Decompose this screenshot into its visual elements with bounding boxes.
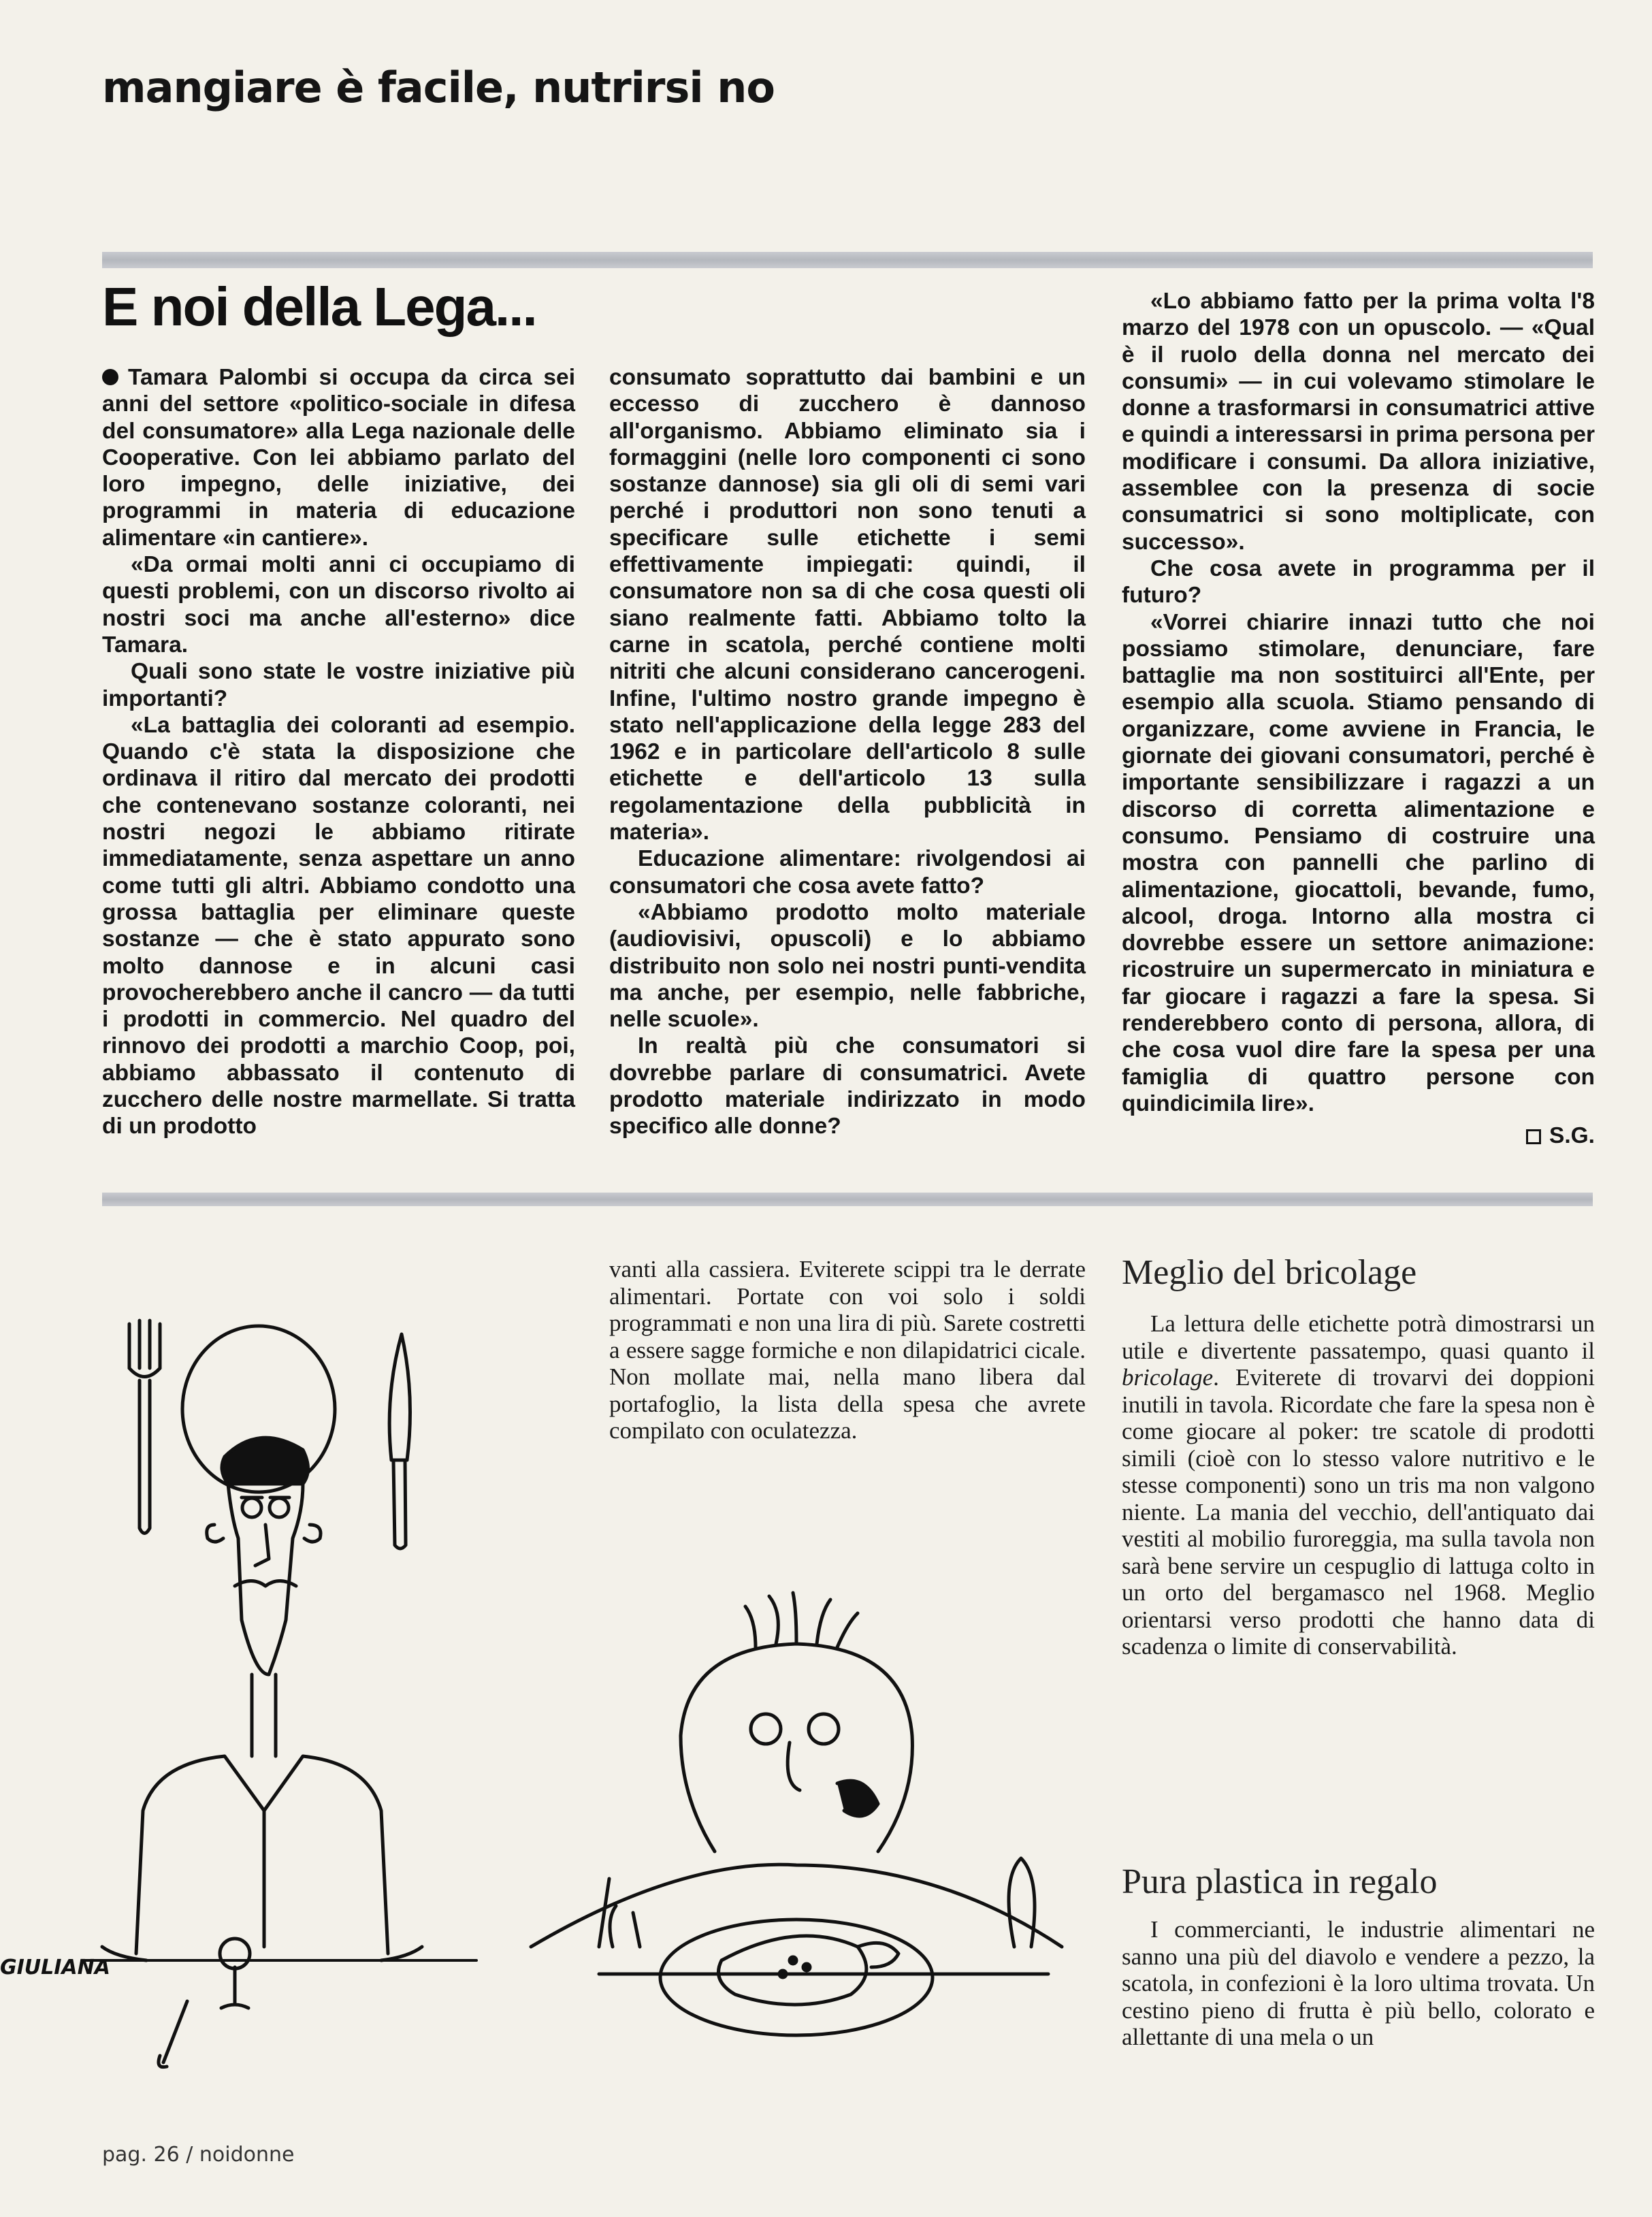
article-column-3 [1122,288,1595,1150]
article-paragraph: Tamara Palombi si occupa da circa sei anni del settore «politico-sociale in difesa del consumatore» alla Lega nazionale delle Cooperative. Con lei abbiamo parlato del loro impegno, delle iniziative, dei programmi in materia di educazione alimentare «in cantiere». [102,365,575,551]
round-man-figure [531,1593,1062,2035]
bullet-icon [102,369,118,385]
sidebar-paragraph: vanti alla cassiera. Eviterete scippi tra le derrate alimentari. Portate con voi solo i soldi programmati e non una lira di più. Sarete costretti a essere sagge formiche e non dilapidatrici cicale. Non mollate mai, nella mano libera dal portafoglio, la lista della spesa che avrete compilato con oculatezza. [609,1256,1086,1444]
bottom-divider [102,1193,1593,1206]
box2-text [1122,1916,1595,2051]
interview-question: Educazione alimentare: rivolgendosi ai consumatori che cosa avete fatto? [609,846,1086,899]
fork-icon [129,1321,160,1534]
author-signature: S.G. [1122,1122,1595,1149]
section-title: mangiare è facile, nutrirsi no [102,63,775,112]
cartoon-signature: GIULIANA [0,1956,110,1979]
article-column-2 [609,364,1086,1140]
box1-text [1122,1310,1595,1660]
page-footer: pag. 26 / noidonne [102,2143,295,2167]
knife-icon [389,1334,410,1549]
sidebar-paragraph: I commercianti, le industrie alimentari ne sanno una più del diavolo e vendere a pezzo, la scatola, in confezioni è la loro ultima trovata. Un cestino pieno di frutta è più bello, colorato e allettante di una mela o un [1122,1916,1595,2050]
interview-question: Che cosa avete in programma per il futuro? [1122,555,1595,609]
interview-question: In realtà più che consumatori si dovrebbe parlare di consumatrici. Avete prodotto materiale indirizzato in modo specifico alle donne? [609,1033,1086,1139]
interview-question: Quali sono state le vostre iniziative più importanti? [102,659,575,711]
article-paragraph: consumato soprattutto dai bambini e un eccesso di zucchero è dannoso all'organismo. Abbiamo eliminato sia i formaggini (nelle loro componenti ci sono sostanze dannose) sia gli oli di semi vari perché i produttori non sono tenuti a specificare sulle etichette i semi effettivamente impiegati: quindi, il consumatore non sa di che cosa questi oli siano realmente fatti. Abbiamo tolto la carne in scatola, perché contiene molti nitriti che alcuni considerano cancerogeni. Infine, l'ultimo nostro grande impegno è stato nell'applicazione della legge 283 del 1962 e in particolare dell'articolo 8 sulle etichette e dell'articolo 13 sulla regolamentazione della pubblicità in materia». [609,365,1086,845]
article-paragraph: «La battaglia dei coloranti ad esempio. Quando c'è stata la disposizione che ordinava il ritiro dal mercato dei prodotti che contenevano sostanze coloranti, nei nostri negozi le abbiamo ritirate immediatamente, senza aspettare un anno come tutti gli altri. Abbiamo condotto una grossa battaglia per eliminare queste sostanze — che è stato appurato sono molto dannose e in alcuni casi provocherebbero anche il cancro — da tutti i prodotti in commercio. Nel quadro del rinnovo dei prodotti a marchio Coop, poi, abbiamo abbassato il contenuto di zucchero delle nostre marmellate. Si tratta di un prodotto [102,712,575,1139]
box2-title: Pura plastica in regalo [1122,1862,1438,1901]
article-paragraph: «Vorrei chiarire innazi tutto che noi possiamo stimolare, denunciare, fare battaglie ma non sostituirci all'Ente, per esempio alla scuola. Stiamo pensando di organizzare, come avviene in Francia, le giornate dei giovani consumatori, perché è importante sensibilizzare i ragazzi a un discorso di corretta alimentazione e consumo. Pensiamo di costruire una mostra con pannelli che parlino di alimentazione, giocattoli, bevande, fumo, alcool, droga. Intorno alla mostra ci dovrebbe essere un settore animazione: ricostruire un supermercato in miniatura e far giocare i ragazzi a fare la spesa. Si renderebbero conto di persona, allora, di che cosa vuol dire fare la spesa per una famiglia di quattro persone con quindicimila lire». [1122,609,1595,1116]
article-paragraph: «Abbiamo prodotto molto materiale (audiovisivi, opuscoli) e lo abbiamo distribuito non solo nei nostri punti-vendita ma anche, per esempio, nelle fabbriche, nelle scuole». [609,899,1086,1033]
article-column-1 [102,364,575,1140]
article-paragraph: «Da ormai molti anni ci occupiamo di questi problemi, con un discorso rivolto ai nostri soci ma anche all'esterno» dice Tamara. [102,552,575,658]
sidebar-paragraph: La lettura delle etichette potrà dimostrarsi un utile e divertente passatempo, quasi quanto il bricolage. Eviterete di trovarvi dei doppioni inutili in tavola. Ricordate che fare la spesa non è come giocare al poker: tre scatole di prodotti simili (cioè con lo stesso valore nutritivo e le stesse componenti) sono un tris ma non valgono niente. La mania del vecchio, dell'antiquato dai vestiti al mobilio furoreggia, ma sulla tavola non sarà bene servire un cespuglio di lattuga colto in un orto del bergamasco nel 1968. Meglio orientarsi verso prodotti che hanno data di scadenza o limite di conservabilità. [1122,1310,1595,1660]
top-divider [102,252,1593,268]
box1-title: Meglio del bricolage [1122,1253,1417,1292]
sidebar-continued-column [609,1256,1086,1444]
article-headline: E noi della Lega... [102,276,536,337]
article-paragraph: «Lo abbiamo fatto per la prima volta l'8 marzo del 1978 con un opuscolo. — «Qual è il ruolo della donna nel mercato dei consumi» — in cui volevamo stimolare le donne a trasformarsi in consumatrici attive e quindi a interessarsi in prima persona per modificare i consumi. Da allora iniziative, assemblee con la presenza di socie consumatrici si sono moltiplicate, con successo». [1122,289,1595,555]
square-icon [1526,1129,1541,1144]
